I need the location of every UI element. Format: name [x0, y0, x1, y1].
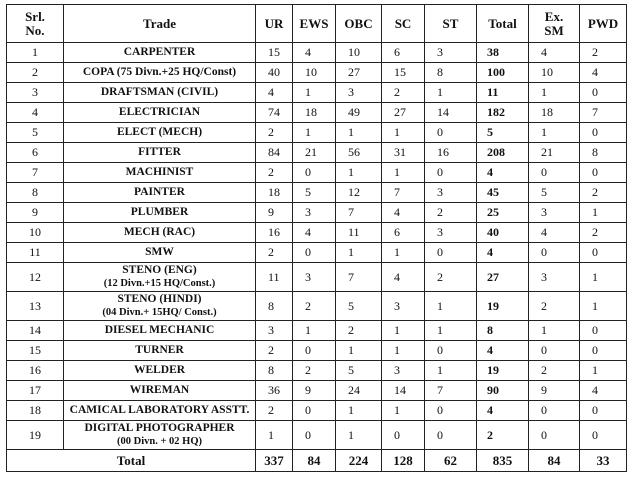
cell-ur: 2 — [256, 341, 293, 361]
col-header-srl: Srl. No. — [7, 5, 64, 43]
cell-total: 182 — [477, 103, 529, 123]
srl-no: 14 — [7, 321, 64, 341]
cell-sc: 7 — [382, 183, 425, 203]
cell-ews: 10 — [293, 63, 336, 83]
cell-pwd: 0 — [580, 321, 627, 341]
cell-exsm: 3 — [529, 203, 580, 223]
cell-obc: 49 — [336, 103, 382, 123]
trade-name — [64, 381, 256, 401]
srl-no: 2 — [7, 63, 64, 83]
trade-label: DIESEL MECHANIC — [104, 324, 215, 336]
cell-sc: 1 — [382, 243, 425, 263]
trade-name — [64, 143, 256, 163]
cell-obc: 7 — [336, 263, 382, 292]
total-exsm: 84 — [529, 450, 580, 472]
cell-ur: 16 — [256, 223, 293, 243]
cell-exsm: 10 — [529, 63, 580, 83]
cell-sc: 0 — [382, 421, 425, 450]
trade-label: COPA (75 Divn.+25 HQ/Const) — [82, 66, 237, 78]
cell-total: 25 — [477, 203, 529, 223]
cell-sc: 3 — [382, 361, 425, 381]
trade-name — [64, 163, 256, 183]
cell-sc: 1 — [382, 321, 425, 341]
cell-total: 19 — [477, 361, 529, 381]
trade-label: STENO (ENG) — [122, 264, 197, 276]
total-total: 835 — [477, 450, 529, 472]
trade-name — [64, 401, 256, 421]
trade-sublabel: (12 Divn.+15 HQ/Const.) — [103, 278, 216, 289]
cell-st: 16 — [425, 143, 477, 163]
trade-label: ELECTRICIAN — [118, 106, 201, 118]
table-row — [7, 361, 627, 381]
trade-label: WIREMAN — [129, 384, 190, 396]
trade-name — [64, 63, 256, 83]
cell-total: 4 — [477, 401, 529, 421]
trade-name — [64, 243, 256, 263]
cell-ews: 0 — [293, 401, 336, 421]
cell-sc: 15 — [382, 63, 425, 83]
cell-obc: 10 — [336, 43, 382, 63]
cell-st: 0 — [425, 163, 477, 183]
cell-exsm: 0 — [529, 341, 580, 361]
table-row — [7, 123, 627, 143]
cell-st: 0 — [425, 123, 477, 143]
cell-st: 1 — [425, 321, 477, 341]
cell-obc: 5 — [336, 292, 382, 321]
total-sc: 128 — [382, 450, 425, 472]
total-st: 62 — [425, 450, 477, 472]
trade-label: TURNER — [135, 344, 184, 356]
cell-total: 11 — [477, 83, 529, 103]
trade-vacancy-sheet — [6, 4, 627, 472]
cell-ews: 9 — [293, 381, 336, 401]
cell-st: 3 — [425, 43, 477, 63]
trade-label: STENO (HINDI) — [117, 293, 202, 305]
srl-no: 17 — [7, 381, 64, 401]
trade-vacancy-table — [6, 4, 627, 472]
cell-st: 7 — [425, 381, 477, 401]
cell-ur: 40 — [256, 63, 293, 83]
srl-no: 11 — [7, 243, 64, 263]
cell-st: 8 — [425, 63, 477, 83]
cell-ur: 84 — [256, 143, 293, 163]
trade-sublabel: (04 Divn.+ 15HQ/ Const.) — [102, 307, 217, 318]
cell-ur: 8 — [256, 292, 293, 321]
trade-label: PLUMBER — [130, 206, 189, 218]
table-row — [7, 63, 627, 83]
srl-no: 1 — [7, 43, 64, 63]
cell-exsm: 18 — [529, 103, 580, 123]
cell-obc: 7 — [336, 203, 382, 223]
cell-pwd: 1 — [580, 203, 627, 223]
table-row — [7, 341, 627, 361]
cell-ews: 0 — [293, 421, 336, 450]
trade-label: PAINTER — [134, 186, 185, 198]
cell-ur: 9 — [256, 203, 293, 223]
cell-total: 100 — [477, 63, 529, 83]
cell-ews: 4 — [293, 43, 336, 63]
cell-sc: 6 — [382, 223, 425, 243]
cell-obc: 1 — [336, 123, 382, 143]
total-ur: 337 — [256, 450, 293, 472]
cell-sc: 14 — [382, 381, 425, 401]
cell-ur: 2 — [256, 401, 293, 421]
cell-sc: 4 — [382, 203, 425, 223]
col-header-sc: SC — [382, 5, 425, 43]
cell-ews: 4 — [293, 223, 336, 243]
cell-obc: 5 — [336, 361, 382, 381]
cell-obc: 56 — [336, 143, 382, 163]
cell-exsm: 0 — [529, 401, 580, 421]
col-header-total: Total — [477, 5, 529, 43]
cell-ur: 11 — [256, 263, 293, 292]
cell-st: 0 — [425, 401, 477, 421]
cell-sc: 1 — [382, 123, 425, 143]
cell-obc: 3 — [336, 83, 382, 103]
cell-pwd: 7 — [580, 103, 627, 123]
table-row — [7, 292, 627, 321]
cell-exsm: 3 — [529, 263, 580, 292]
trade-name — [64, 223, 256, 243]
cell-total: 40 — [477, 223, 529, 243]
srl-no: 5 — [7, 123, 64, 143]
trade-label: DIGITAL PHOTOGRAPHER — [84, 422, 235, 434]
col-header-pwd: PWD — [580, 5, 627, 43]
trade-sublabel: (00 Divn. + 02 HQ) — [116, 436, 203, 447]
cell-sc: 4 — [382, 263, 425, 292]
cell-ur: 2 — [256, 163, 293, 183]
total-pwd: 33 — [580, 450, 627, 472]
cell-total: 19 — [477, 292, 529, 321]
table-row — [7, 263, 627, 292]
cell-st: 0 — [425, 341, 477, 361]
cell-exsm: 1 — [529, 123, 580, 143]
cell-sc: 2 — [382, 83, 425, 103]
cell-st: 0 — [425, 421, 477, 450]
cell-exsm: 2 — [529, 361, 580, 381]
cell-sc: 27 — [382, 103, 425, 123]
cell-exsm: 2 — [529, 292, 580, 321]
cell-total: 45 — [477, 183, 529, 203]
trade-label: WELDER — [133, 364, 186, 376]
cell-obc: 1 — [336, 243, 382, 263]
cell-pwd: 4 — [580, 381, 627, 401]
cell-sc: 3 — [382, 292, 425, 321]
col-header-ews: EWS — [293, 5, 336, 43]
cell-exsm: 4 — [529, 43, 580, 63]
srl-no: 13 — [7, 292, 64, 321]
cell-pwd: 2 — [580, 43, 627, 63]
cell-obc: 1 — [336, 401, 382, 421]
trade-label: MECH (RAC) — [123, 226, 196, 238]
table-row — [7, 183, 627, 203]
cell-pwd: 1 — [580, 292, 627, 321]
cell-total: 4 — [477, 341, 529, 361]
srl-no: 8 — [7, 183, 64, 203]
cell-ur: 4 — [256, 83, 293, 103]
cell-pwd: 2 — [580, 223, 627, 243]
cell-ews: 2 — [293, 361, 336, 381]
cell-ews: 2 — [293, 292, 336, 321]
srl-no: 4 — [7, 103, 64, 123]
cell-st: 2 — [425, 203, 477, 223]
cell-ews: 21 — [293, 143, 336, 163]
cell-ur: 74 — [256, 103, 293, 123]
cell-ews: 5 — [293, 183, 336, 203]
cell-total: 38 — [477, 43, 529, 63]
cell-st: 14 — [425, 103, 477, 123]
trade-name — [64, 263, 256, 292]
cell-ews: 0 — [293, 243, 336, 263]
cell-ur: 2 — [256, 123, 293, 143]
trade-name — [64, 103, 256, 123]
cell-ews: 0 — [293, 163, 336, 183]
cell-sc: 1 — [382, 401, 425, 421]
srl-no: 10 — [7, 223, 64, 243]
cell-st: 1 — [425, 292, 477, 321]
table-row — [7, 83, 627, 103]
cell-pwd: 0 — [580, 83, 627, 103]
trade-name — [64, 321, 256, 341]
cell-pwd: 0 — [580, 123, 627, 143]
cell-st: 0 — [425, 243, 477, 263]
cell-ur: 8 — [256, 361, 293, 381]
table-row — [7, 401, 627, 421]
srl-no: 3 — [7, 83, 64, 103]
srl-no: 18 — [7, 401, 64, 421]
cell-ur: 15 — [256, 43, 293, 63]
cell-sc: 6 — [382, 43, 425, 63]
cell-ur: 1 — [256, 421, 293, 450]
total-ews: 84 — [293, 450, 336, 472]
cell-pwd: 0 — [580, 341, 627, 361]
cell-exsm: 1 — [529, 321, 580, 341]
cell-ur: 18 — [256, 183, 293, 203]
cell-exsm: 1 — [529, 83, 580, 103]
col-header-exsm: Ex. SM — [529, 5, 580, 43]
cell-total: 90 — [477, 381, 529, 401]
cell-obc: 1 — [336, 163, 382, 183]
cell-obc: 1 — [336, 421, 382, 450]
trade-label: CAMICAL LABORATORY ASSTT. — [69, 404, 250, 416]
total-obc: 224 — [336, 450, 382, 472]
cell-sc: 1 — [382, 163, 425, 183]
cell-st: 3 — [425, 183, 477, 203]
cell-total: 4 — [477, 243, 529, 263]
trade-label: FITTER — [138, 146, 181, 158]
cell-pwd: 0 — [580, 163, 627, 183]
cell-total: 5 — [477, 123, 529, 143]
col-header-trade: Trade — [64, 5, 256, 43]
cell-pwd: 2 — [580, 183, 627, 203]
cell-ur: 3 — [256, 321, 293, 341]
cell-sc: 1 — [382, 341, 425, 361]
srl-no: 7 — [7, 163, 64, 183]
cell-ews: 1 — [293, 123, 336, 143]
total-label: Total — [7, 450, 256, 472]
trade-label: SMW — [145, 246, 174, 258]
table-row — [7, 163, 627, 183]
trade-name — [64, 203, 256, 223]
cell-total: 4 — [477, 163, 529, 183]
cell-pwd: 8 — [580, 143, 627, 163]
cell-st: 3 — [425, 223, 477, 243]
table-row — [7, 143, 627, 163]
cell-obc: 12 — [336, 183, 382, 203]
total-row — [7, 450, 627, 472]
cell-ews: 3 — [293, 203, 336, 223]
table-row — [7, 43, 627, 63]
cell-ews: 0 — [293, 341, 336, 361]
trade-name — [64, 123, 256, 143]
cell-st: 2 — [425, 263, 477, 292]
cell-st: 1 — [425, 83, 477, 103]
trade-label: CARPENTER — [123, 46, 196, 58]
cell-total: 208 — [477, 143, 529, 163]
trade-name — [64, 361, 256, 381]
trade-name — [64, 292, 256, 321]
cell-pwd: 1 — [580, 361, 627, 381]
trade-label: MACHINIST — [125, 166, 194, 178]
srl-no: 16 — [7, 361, 64, 381]
cell-obc: 27 — [336, 63, 382, 83]
cell-exsm: 9 — [529, 381, 580, 401]
trade-label: ELECT (MECH) — [116, 126, 203, 138]
trade-name — [64, 421, 256, 450]
srl-no: 12 — [7, 263, 64, 292]
cell-pwd: 4 — [580, 63, 627, 83]
cell-pwd: 0 — [580, 243, 627, 263]
cell-obc: 2 — [336, 321, 382, 341]
cell-exsm: 5 — [529, 183, 580, 203]
cell-pwd: 1 — [580, 263, 627, 292]
cell-exsm: 21 — [529, 143, 580, 163]
srl-no: 15 — [7, 341, 64, 361]
cell-exsm: 0 — [529, 163, 580, 183]
trade-name — [64, 43, 256, 63]
cell-total: 8 — [477, 321, 529, 341]
header-row — [7, 5, 627, 43]
table-row — [7, 381, 627, 401]
cell-obc: 1 — [336, 341, 382, 361]
table-row — [7, 321, 627, 341]
cell-sc: 31 — [382, 143, 425, 163]
col-header-ur: UR — [256, 5, 293, 43]
srl-no: 9 — [7, 203, 64, 223]
trade-name — [64, 341, 256, 361]
cell-total: 27 — [477, 263, 529, 292]
table-row — [7, 243, 627, 263]
table-row — [7, 421, 627, 450]
table-row — [7, 203, 627, 223]
cell-ur: 36 — [256, 381, 293, 401]
cell-exsm: 4 — [529, 223, 580, 243]
cell-obc: 24 — [336, 381, 382, 401]
trade-name — [64, 183, 256, 203]
srl-no: 6 — [7, 143, 64, 163]
cell-pwd: 0 — [580, 421, 627, 450]
cell-ews: 3 — [293, 263, 336, 292]
trade-name — [64, 83, 256, 103]
cell-st: 1 — [425, 361, 477, 381]
cell-obc: 11 — [336, 223, 382, 243]
trade-label: DRAFTSMAN (CIVIL) — [100, 86, 219, 98]
table-row — [7, 223, 627, 243]
cell-exsm: 0 — [529, 243, 580, 263]
cell-ur: 2 — [256, 243, 293, 263]
cell-ews: 18 — [293, 103, 336, 123]
col-header-st: ST — [425, 5, 477, 43]
cell-pwd: 0 — [580, 401, 627, 421]
srl-no: 19 — [7, 421, 64, 450]
cell-total: 2 — [477, 421, 529, 450]
col-header-obc: OBC — [336, 5, 382, 43]
table-row — [7, 103, 627, 123]
cell-ews: 1 — [293, 321, 336, 341]
cell-exsm: 0 — [529, 421, 580, 450]
cell-ews: 1 — [293, 83, 336, 103]
